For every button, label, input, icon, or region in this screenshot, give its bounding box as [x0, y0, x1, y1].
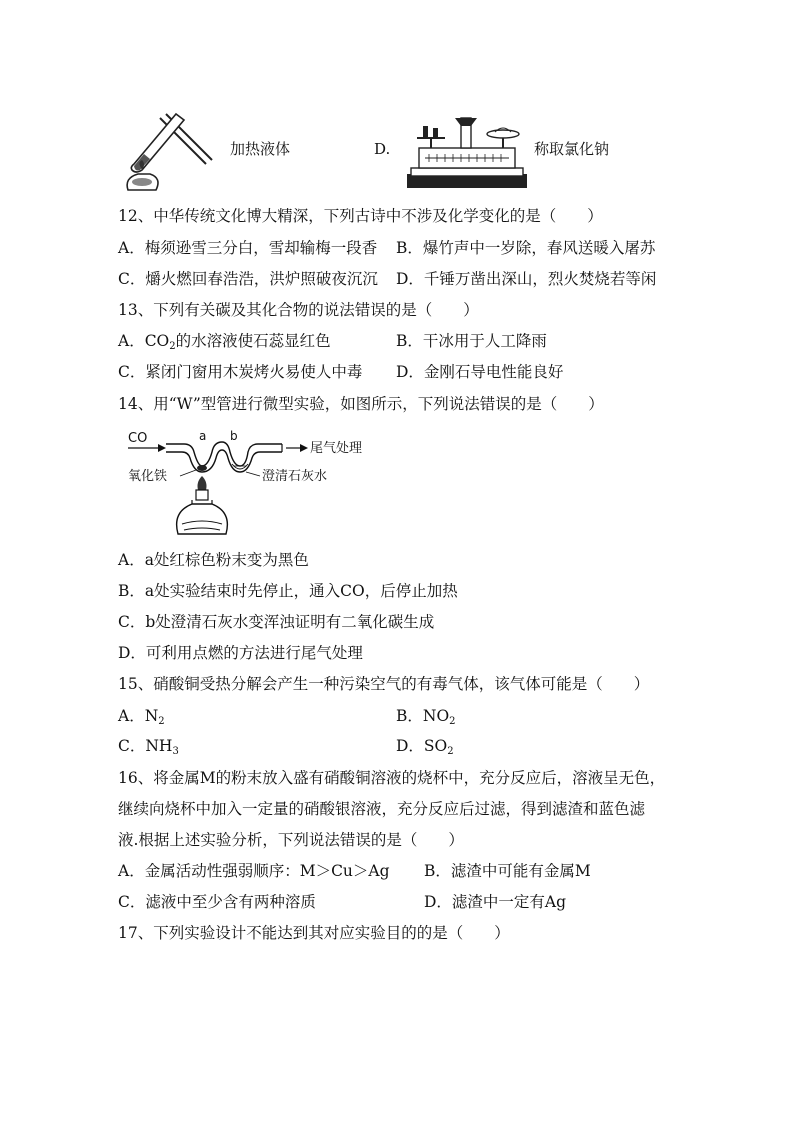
q15-option-b-pre: B．NO — [396, 707, 450, 725]
q15-option-b — [396, 706, 456, 732]
q16-stem-line-3: 液.根据上述实验分析，下列说法错误的是（ ） — [118, 831, 464, 849]
w-tube-co-label: CO — [128, 431, 148, 446]
w-tube-tail-label: 尾气处理 — [310, 441, 363, 456]
q15-option-d-sub: 2 — [447, 746, 454, 757]
q12-stem: 12、中华传统文化博大精深，下列古诗中不涉及化学变化的是（ ） — [118, 207, 603, 225]
q15-option-d — [396, 736, 454, 762]
q15-option-d-pre: D．SO — [396, 737, 448, 755]
heating-liquid-caption: 加热液体 — [230, 140, 291, 158]
q15-option-b-sub: 2 — [449, 716, 456, 727]
q14-option-d: D．可利用点燃的方法进行尾气处理 — [118, 644, 363, 662]
q16-stem-line-1: 16、将金属M的粉末放入盛有硝酸铜溶液的烧杯中，充分反应后，溶液呈无色， — [118, 769, 666, 787]
q16-stem-line-2: 继续向烧杯中加入一定量的硝酸银溶液，充分反应后过滤，得到滤渣和蓝色滤 — [118, 800, 646, 818]
q16-option-a: A．金属活动性强弱顺序：M＞Cu＞Ag — [118, 862, 390, 880]
q15-option-a-pre: A．N — [118, 707, 159, 725]
q14-option-a: A．a处红棕色粉末变为黑色 — [118, 551, 309, 569]
q12-option-c: C．爝火燃回春浩浩，洪炉照破夜沉沉 — [118, 270, 378, 288]
q15-option-c-sub: 3 — [172, 746, 179, 757]
q13-option-a-pre: A．CO — [118, 332, 170, 350]
w-tube-a-label: a — [199, 429, 207, 443]
q17-stem: 17、下列实验设计不能达到其对应实验目的的是（ ） — [118, 924, 510, 942]
option-d-label: D. — [374, 140, 391, 158]
w-tube-limewater-label: 澄清石灰水 — [262, 469, 328, 484]
q16-option-c: C．滤液中至少含有两种溶质 — [118, 893, 316, 911]
heating-liquid-figure — [120, 108, 220, 192]
q16-option-b: B．滤渣中可能有金属M — [424, 862, 591, 880]
balance-figure — [405, 112, 529, 190]
w-tube-figure — [126, 428, 376, 540]
q13-option-d: D．金刚石导电性能良好 — [396, 363, 564, 381]
q14-stem: 14、用“W”型管进行微型实验，如图所示，下列说法错误的是（ ） — [118, 395, 604, 413]
q15-option-c — [118, 736, 179, 762]
weigh-nacl-caption: 称取氯化钠 — [534, 140, 610, 158]
q13-option-a-sub: 2 — [169, 341, 176, 352]
w-tube-iron-oxide-label: 氧化铁 — [128, 469, 168, 484]
q12-option-b: B．爆竹声中一岁除，春风送暖入屠苏 — [396, 239, 656, 257]
q13-option-b: B．干冰用于人工降雨 — [396, 332, 547, 350]
q15-stem: 15、硝酸铜受热分解会产生一种污染空气的有毒气体，该气体可能是（ ） — [118, 675, 650, 693]
q13-option-c: C．紧闭门窗用木炭烤火易使人中毒 — [118, 363, 363, 381]
q13-option-a — [118, 331, 331, 357]
q16-option-d: D．滤渣中一定有Ag — [424, 893, 567, 911]
q12-option-d: D．千锤万凿出深山，烈火焚烧若等闲 — [396, 270, 657, 288]
q13-stem: 13、下列有关碳及其化合物的说法错误的是（ ） — [118, 301, 479, 319]
q13-option-a-post: 的水溶液使石蕊显红色 — [175, 332, 331, 350]
q15-option-a-sub: 2 — [158, 716, 165, 727]
q14-option-b: B．a处实验结束时先停止，通入CO，后停止加热 — [118, 582, 458, 600]
q15-option-a — [118, 706, 165, 732]
q12-option-a: A．梅须逊雪三分白，雪却输梅一段香 — [118, 239, 378, 257]
w-tube-b-label: b — [230, 429, 238, 443]
q14-option-c: C．b处澄清石灰水变浑浊证明有二氧化碳生成 — [118, 613, 435, 631]
q15-option-c-pre: C．NH — [118, 737, 173, 755]
